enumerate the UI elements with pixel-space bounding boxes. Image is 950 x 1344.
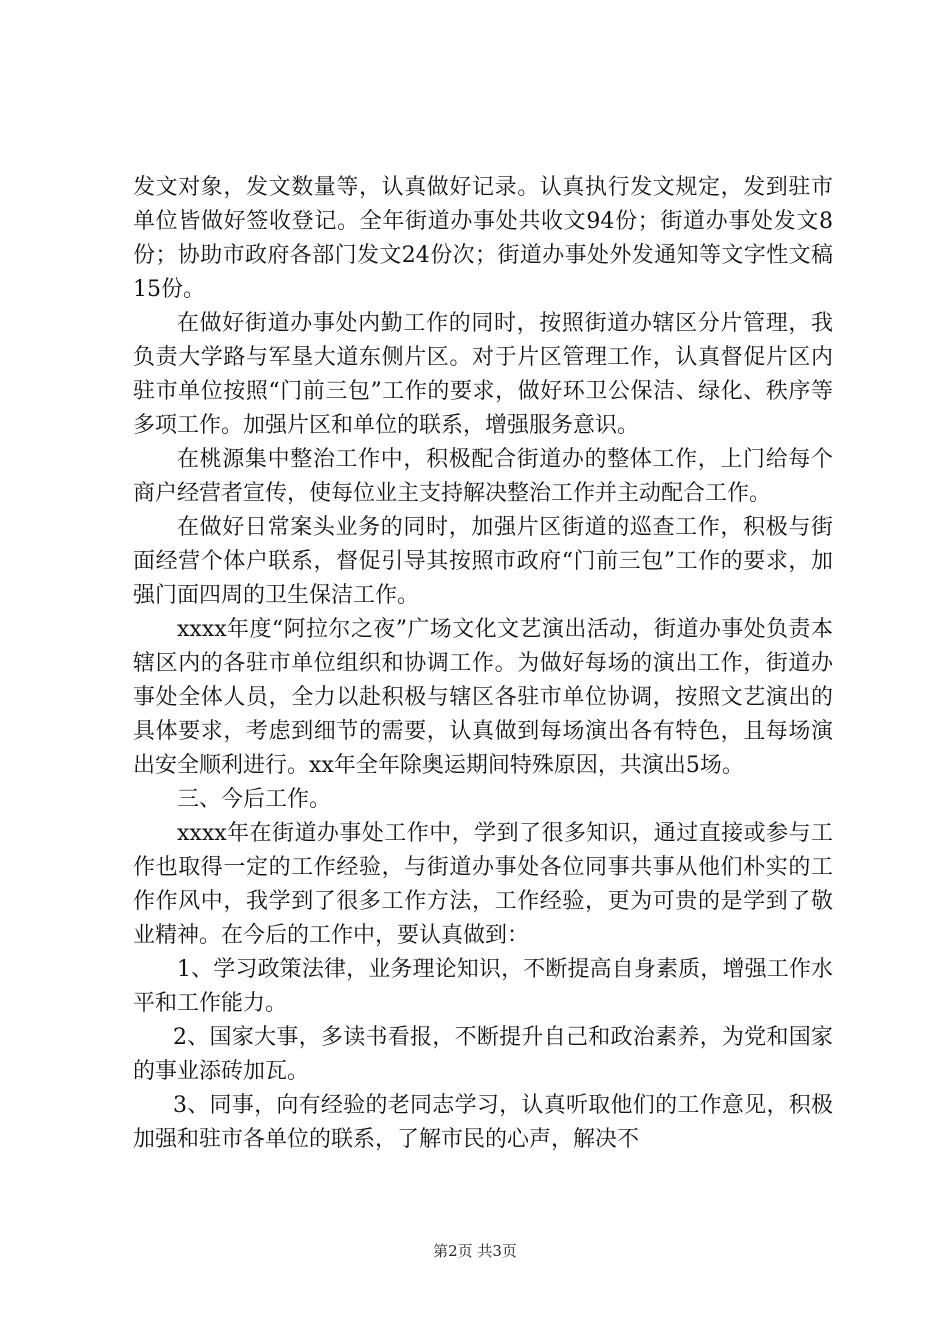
list-item-3: 3、同事，向有经验的老同志学习，认真听取他们的工作意见，积极加强和驻市各单位的联系，了解市民的心声，解决不 [133, 1093, 833, 1152]
paragraph-2: 在做好街道办事处内勤工作的同时，按照街道办辖区分片管理，我负责大学路与军垦大道东侧片区。对于片区管理工作，认真督促片区内驻市单位按照“门前三包”工作的要求，做好环卫公保洁、绿化、秩序等多项工作。加强片区和单位的联系，增强服务意识。 [133, 311, 833, 438]
paragraph-5: xxxx年度“阿拉尔之夜”广场文化文艺演出活动，街道办事处负责本辖区内的各驻市单位组织和协调工作。为做好每场的演出工作，街道办事处全体人员，全力以赴积极与辖区各驻市单位协调，按照文艺演出的具体要求，考虑到细节的需要，认真做到每场演出各有特色，且每场演出安全顺利进行。xx年全年除奥运期间特殊原因，共演出5场。 [133, 617, 833, 778]
paragraph-1: 发文对象，发文数量等，认真做好记录。认真执行发文规定，发到驻市单位皆做好签收登记。全年街道办事处共收文94份；街道办事处发文8份；协助市政府各部门发文24份次；街道办事处外发通知等文字性文稿15份。 [133, 175, 833, 302]
paragraph-3: 在桃源集中整治工作中，积极配合街道办的整体工作，上门给每个商户经营者宣传，使每位业主支持解决整治工作并主动配合工作。 [133, 447, 833, 506]
paragraph-4: 在做好日常案头业务的同时，加强片区街道的巡查工作，积极与街面经营个体户联系，督促引导其按照市政府“门前三包”工作的要求，加强门面四周的卫生保洁工作。 [133, 515, 833, 608]
list-item-1: 1、学习政策法律，业务理论知识，不断提高自身素质，增强工作水平和工作能力。 [133, 957, 833, 1016]
document-body [133, 171, 833, 1157]
section-heading: 三、今后工作。 [177, 787, 332, 812]
page-footer: 第2页 共3页 [433, 1242, 517, 1260]
paragraph-6: xxxx年在街道办事处工作中，学到了很多知识，通过直接或参与工作也取得一定的工作经验，与街道办事处各位同事共事从他们朴实的工作作风中，我学到了很多工作方法，工作经验，更为可贵的是学到了敬业精神。在今后的工作中，要认真做到： [133, 821, 833, 948]
list-item-2: 2、国家大事，多读书看报，不断提升自己和政治素养，为党和国家的事业添砖加瓦。 [133, 1025, 833, 1084]
